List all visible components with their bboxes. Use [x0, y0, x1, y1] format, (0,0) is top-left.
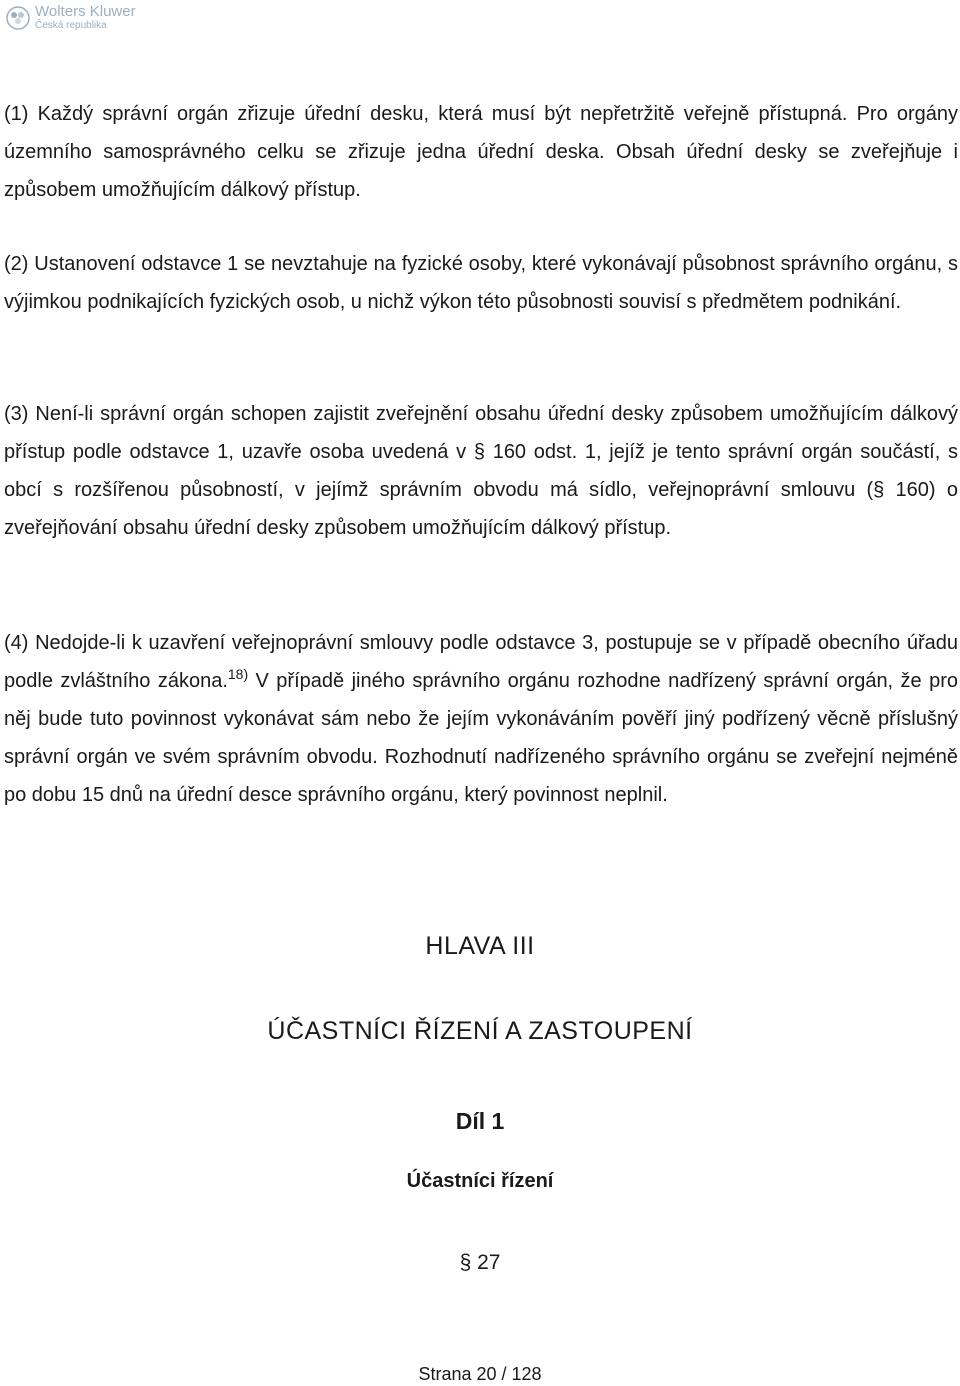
publisher-logo: [6, 4, 136, 31]
wolters-kluwer-logo-icon: [6, 6, 30, 30]
paragraph-1: (1) Každý správní orgán zřizuje úřední desku, která musí být nepřetržitě veřejně přístupná. Pro orgány územního samosprávného celku se zřizuje jedna úřední deska. Obsah úřední desky se zveřejňuje i způsobem umožňujícím dálkový přístup.: [4, 103, 958, 201]
paragraph-4-text-after: V případě jiného správního orgánu rozhodne nadřízený správní orgán, že pro něj bude tuto povinnost vykonávat sám nebo že jejím vykonáváním pověří jiný podřízený věcně příslušný správní orgán ve svém správním obvodu. Rozhodnutí nadřízeného správního orgánu se zveřejní nejméně po dobu 15 dnů na úřední desce správního orgánu, který povinnost neplnil.: [4, 670, 958, 806]
paragraph-4: [4, 624, 958, 814]
logo-name: Wolters Kluwer: [35, 3, 136, 20]
logo-subtitle: Česká republika: [35, 20, 107, 31]
section-heading: Díl 1: [455, 1108, 505, 1134]
paragraph-3: (3) Není-li správní orgán schopen zajistit zveřejnění obsahu úřední desky způsobem umožňujícím dálkový přístup podle odstavce 1, uzavře osoba uvedená v § 160 odst. 1, jejíž je tento správní orgán součástí, s obcí s rozšířenou působností, v jejímž správním obvodu má sídlo, veřejnoprávní smlouvu (§ 160) o zveřejňování obsahu úřední desky způsobem umožňujícím dálkový přístup.: [4, 403, 958, 539]
footnote-reference: 18): [227, 666, 249, 682]
paragraph-4-text-before: (4) Nedojde-li k uzavření veřejnoprávní smlouvy podle odstavce 3, postupuje se v případě obecního úřadu podle zvláštního zákona.: [4, 632, 958, 692]
part-heading: HLAVA III: [425, 932, 535, 960]
paragraph-number: § 27: [459, 1251, 501, 1274]
subsection-heading: Účastníci řízení: [406, 1170, 554, 1192]
paragraph-2: (2) Ustanovení odstavce 1 se nevztahuje na fyzické osoby, které vykonávají působnost správního orgánu, s výjimkou podnikajících fyzických osob, u nichž výkon této působnosti souvisí s předmětem podnikání.: [4, 253, 958, 313]
part-title: ÚČASTNÍCI ŘÍZENÍ A ZASTOUPENÍ: [267, 1017, 693, 1045]
page-number: Strana 20 / 128: [418, 1364, 542, 1384]
